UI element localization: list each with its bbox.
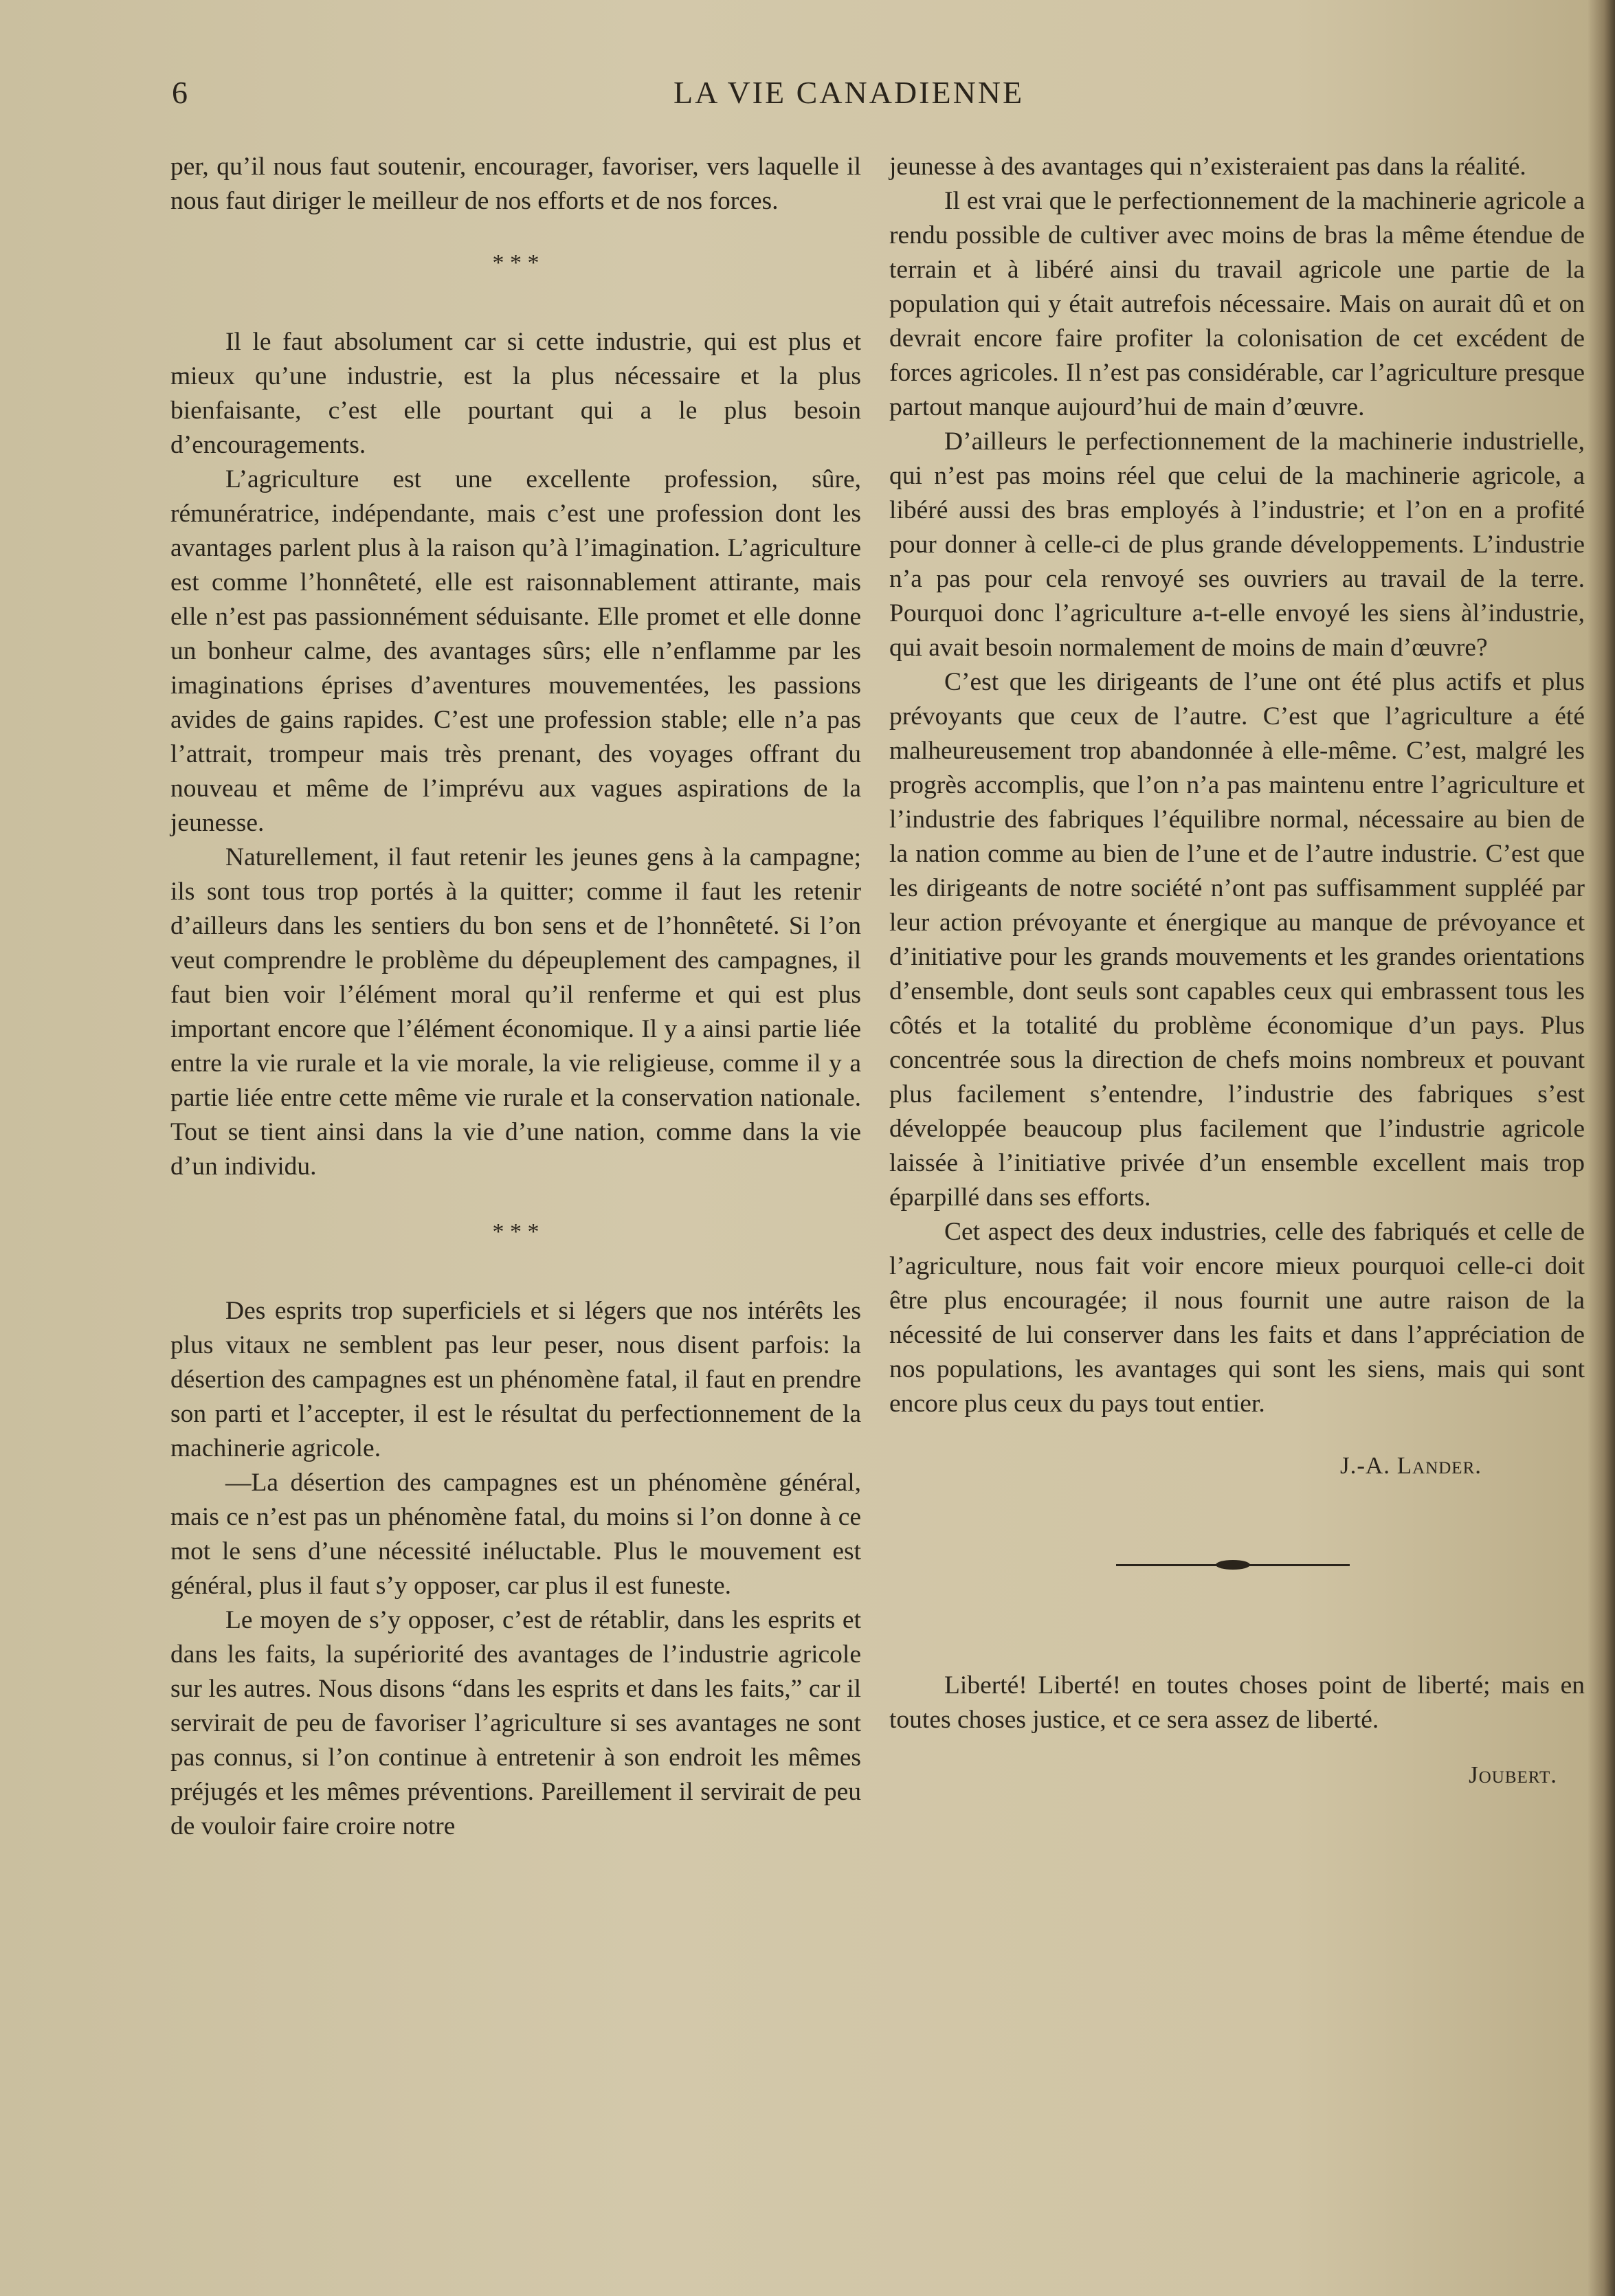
paragraph: Des esprits trop superficiels et si légers que nos intérêts les plus vitaux ne semblent pas leur peser, nous disent parfois: la désertion des campagnes est un phénomène fatal, il faut en prendre son parti et l’accepter, il est le résultat du perfectionnement de la machinerie agricole. (170, 1297, 861, 1462)
author-signature: J.-A. Lander. (1339, 1452, 1482, 1479)
paragraph: Naturellement, il faut retenir les jeunes gens à la campagne; ils sont tous trop portés à la quitter; comme il faut les retenir d’ailleurs dans les sentiers du bon sens et de l’honnêteté. Si l’on veut comprendre le problème du dépeuplement des campagnes, il faut bien voir l’élément moral qu’il renferme et qui est plus important encore que l’élément économique. Il y a ainsi partie liée entre la vie rurale et la vie morale, la vie religieuse, comme il y a partie liée entre cette même vie rurale et la conservation nationale. Tout se tient ainsi dans la vie d’une nation, comme dans la vie d’un individu. (170, 843, 861, 1181)
paragraph: Le moyen de s’y opposer, c’est de rétablir, dans les esprits et dans les faits, la supériorité des avantages de l’industrie agricole sur les autres. Nous disons “dans les esprits et dans les faits,” car il servirait de peu de favoriser l’agriculture si ses avantages ne sont pas connus, si l’on continue à entretenir à son endroit les mêmes préjugés et les mêmes préventions. Pareillement il servirait de peu de vouloir faire croire notre (170, 1606, 861, 1840)
page-header (172, 74, 1093, 115)
left-column (170, 150, 861, 1844)
binding-shadow (1588, 0, 1615, 2296)
quote: Liberté! Liberté! en toutes choses point de liberté; mais en toutes choses justice, et ce sera assez de liberté. (889, 1671, 1585, 1734)
ornamental-rule (889, 1545, 1585, 1586)
paragraph: Cet aspect des deux industries, celle des fabriqués et celle de l’agriculture, nous fait voir encore mieux pourquoi celle-ci doit être plus encouragée; il nous fournit une autre raison de la nécessité de lui conserver dans les faits et dans l’appréciation de nos populations, les avantages qui sont les siens, mais qui sont encore plus ceux du pays tout entier. (889, 1218, 1585, 1418)
section-break: * * * (492, 250, 539, 276)
section-break: * * * (492, 1219, 539, 1245)
running-title: LA VIE CANADIENNE (673, 75, 1025, 110)
paragraph: jeunesse à des avantages qui n’existeraient pas dans la réalité. (889, 153, 1526, 181)
paragraph: Il est vrai que le perfectionnement de la machinerie agricole a rendu possible de cultiver avec moins de bras la même étendue de terrain et à libéré ainsi du travail agricole une partie de la population qui y était autrefois nécessaire. Mais on aurait dû et on devrait encore faire profiter la colonisation de cet excédent de forces agricoles. Il n’est pas considérable, car l’agriculture presque partout manque aujourd’hui de main d’œuvre. (889, 187, 1585, 421)
paragraph: —La désertion des campagnes est un phénomène général, mais ce n’est pas un phénomène fatal, du moins si l’on donne à ce mot le sens d’une nécessité inéluctable. Plus le mouvement est général, plus il faut s’y opposer, car plus il est funeste. (170, 1469, 861, 1600)
paragraph: C’est que les dirigeants de l’une ont été plus actifs et plus prévoyants que ceux de l’autre. C’est que l’agriculture a été malheureusement trop abandonnée à elle-même. C’est, malgré les progrès accomplis, que l’on n’a pas maintenu entre l’agriculture et l’industrie des fabriques l’équilibre normal, nécessaire au bien de la nation comme au bien de l’une et de l’autre industrie. C’est que les dirigeants de notre société n’ont pas suffisamment suppléé par leur action prévoyante et énergique au manque de prévoyance et d’initiative pour les grands mouvements et les grandes orientations d’ensemble, dont seuls sont capables ceux qui embrassent tous les côtés et la totalité du problème économique d’un pays. Plus concentrée sous la direction de chefs moins nombreux et pouvant plus facilement s’entendre, l’industrie des fabriques s’est développée beaucoup plus facilement que l’industrie agricole laissée à l’initiative privée d’un ensemble excellent mais trop éparpillé dans ses efforts. (889, 668, 1585, 1212)
paragraph: per, qu’il nous faut soutenir, encourager, favoriser, vers laquelle il nous faut diriger le meilleur de nos efforts et de nos forces. (170, 153, 861, 215)
quote-author: Joubert. (1469, 1761, 1557, 1788)
paragraph: Il le faut absolument car si cette industrie, qui est plus et mieux qu’une industrie, est la plus nécessaire et la plus bienfaisante, c’est elle pourtant qui a le plus besoin d’encouragements. (170, 328, 861, 459)
paragraph: L’agriculture est une excellente profession, sûre, rémunératrice, indépendante, mais c’est une profession dont les avantages parlent plus à la raison qu’à l’imagination. L’agriculture est comme l’honnêteté, elle est raisonnablement attirante, mais elle n’est pas passionnément séduisante. Elle promet et elle donne un bonheur calme, des avantages sûrs; elle n’enflamme par les imaginations éprises d’aventures mouvementées, les passions avides de gains rapides. C’est une profession stable; elle n’a pas l’attrait, trompeur mais très prenant, des voyages offrant du nouveau et même de l’imprévu aux vagues aspirations de la jeunesse. (170, 465, 861, 837)
page-number: 6 (172, 75, 188, 110)
right-column (889, 150, 1585, 1792)
paragraph: D’ailleurs le perfectionnement de la machinerie industrielle, qui n’est pas moins réel que celui de la machinerie agricole, a libéré aussi des bras employés à l’industrie; et l’on en a profité pour donner à celle-ci de plus grande développements. L’industrie n’a pas pour cela renvoyé ses ouvriers au travail de la terre. Pourquoi donc l’agriculture a-t-elle envoyé les siens àl’industrie, qui avait besoin normalement de moins de main d’œuvre? (889, 427, 1585, 662)
